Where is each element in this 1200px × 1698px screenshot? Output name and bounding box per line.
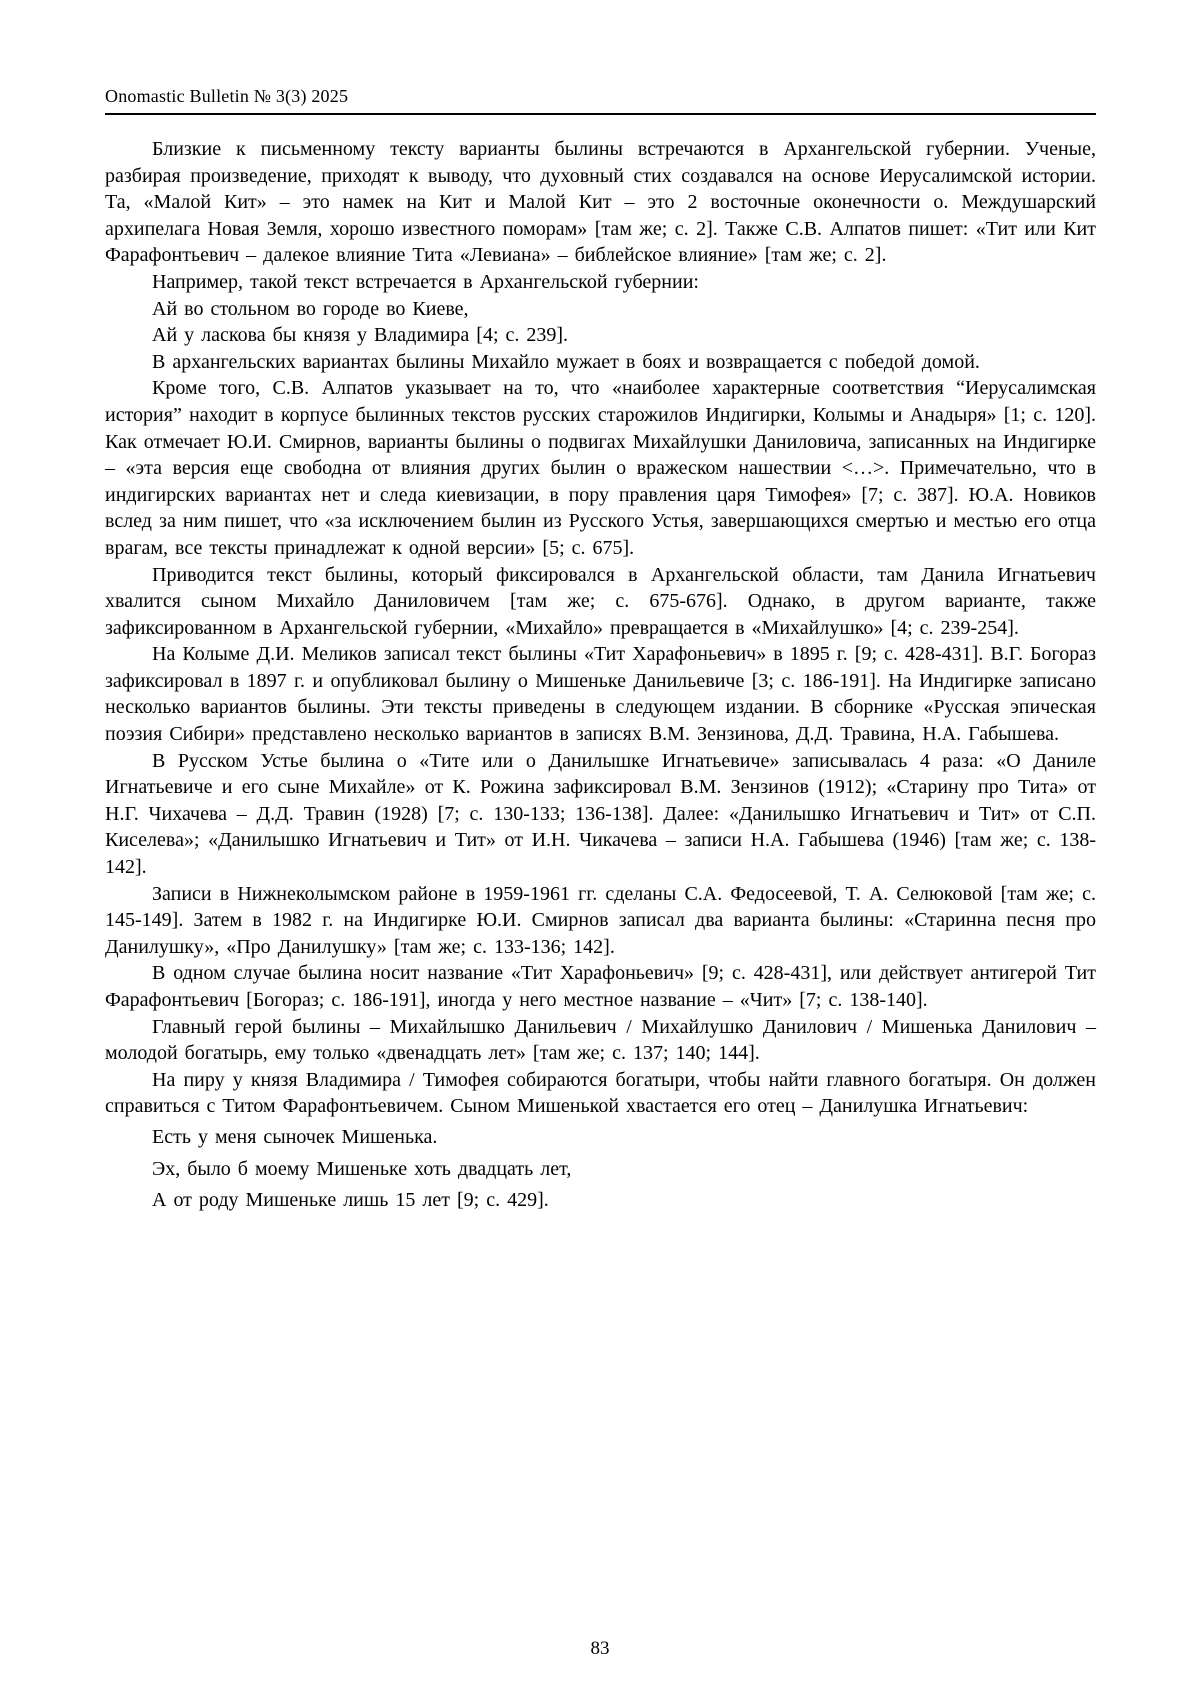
paragraph: На пиру у князя Владимира / Тимофея собираются богатыри, чтобы найти главного богатыря. Он должен справиться с Титом Фарафонтьевичем. Сыном Мишенькой хвастается его отец – Данилушка Игнатьевич: [105, 1068, 1096, 1118]
verse-line: А от роду Мишеньке лишь 15 лет [9; с. 429]. [152, 1188, 549, 1211]
verse-line: Есть у меня сыночек Мишенька. [152, 1126, 438, 1149]
verse-line: Ай у ласкова бы князя у Владимира [4; с. 239]. [152, 324, 569, 347]
verse-line: Ай во стольном во городе во Киеве, [152, 297, 469, 320]
article-body [105, 136, 1096, 1213]
paragraph: Приводится текст былины, который фиксировался в Архангельской области, там Данила Игнатьевич хвалится сыном Михайло Даниловичем [там же; с. 675-676]. Однако, в другом варианте, также зафиксированном в Архангельской губернии, «Михайло» превращается в «Михайлушко» [4; с. 239-254]. [105, 563, 1096, 639]
paragraph: Кроме того, С.В. Алпатов указывает на то, что «наиболее характерные соответствия “Иерусалимская история” находит в корпусе былинных текстов русских старожилов Индигирки, Колымы и Анадыря» [1; с. 120]. Как отмечает Ю.И. Смирнов, варианты былины о подвигах Михайлушки Даниловича, записанных на Индигирке – «эта версия еще свободна от влияния других былин о вражеском нашествии <…>. Примечательно, что в индигирских вариантах нет и следа киевизации, в пору правления царя Тимофея» [7; с. 387]. Ю.А. Новиков вслед за ним пишет, что «за исключением былин из Русского Устья, завершающихся смертью и местью его отца врагам, все тексты принадлежат к одной версии» [5; с. 675]. [105, 377, 1096, 559]
paragraph: Например, такой текст встречается в Архангельской губернии: [152, 270, 699, 293]
journal-header [105, 86, 1096, 115]
paragraph: В одном случае былина носит название «Тит Харафоньевич» [9; с. 428-431], или действует антигерой Тит Фарафонтьевич [Богораз; с. 186-191], иногда у него местное название – «Чит» [7; с. 138-140]. [105, 962, 1096, 1011]
paragraph: В Русском Устье былина о «Тите или о Данилышке Игнатьевиче» записывалась 4 раза: «О Даниле Игнатьевиче и его сыне Михайле» от К. Рожина зафиксировал В.М. Зензинов (1912); «Старину про Тита» от Н.Г. Чихачева – Д.Д. Травин (1928) [7; с. 130-133; 136-138]. Далее: «Данилышко Игнатьевич и Тит» от С.П. Киселева»; «Данилышко Игнатьевич и Тит» от И.Н. Чикачева – записи Н.А. Габышева (1946) [там же; с. 138-142]. [105, 749, 1096, 879]
page-content [105, 86, 1096, 1213]
paragraph: Записи в Нижнеколымском районе в 1959-1961 гг. сделаны С.А. Федосеевой, Т. А. Селюковой [там же; с. 145-149]. Затем в 1982 г. на Индигирке Ю.И. Смирнов записал два варианта былины: «Старинна песня про Данилушку», «Про Данилушку» [там же; с. 133-136; 142]. [105, 882, 1096, 958]
paragraph: Близкие к письменному тексту варианты былины встречаются в Архангельской губернии. Ученые, разбирая произведение, приходят к выводу, что духовный стих создавался на основе Иерусалимской истории. Та, «Малой Кит» – это намек на Кит и Малой Кит – это 2 восточные оконечности о. Междушарский архипелага Новая Земля, хорошо известного поморам» [там же; с. 2]. Также С.В. Алпатов пишет: «Тит или Кит Фарафонтьевич – далекое влияние Тита «Левиана» – библейское влияние» [там же; с. 2]. [105, 138, 1096, 267]
page-number: 83 [590, 1638, 610, 1659]
paragraph: Главный герой былины – Михайлышко Данильевич / Михайлушко Данилович / Мишенька Данилович – молодой богатырь, ему только «двенадцать лет» [там же; с. 137; 140; 144]. [105, 1015, 1096, 1065]
paragraph: В архангельских вариантах былины Михайло мужает в боях и возвращается с победой домой. [152, 350, 980, 373]
journal-title: Onomastic Bulletin № 3(3) 2025 [105, 86, 349, 106]
verse-line: Эх, было б моему Мишеньке хоть двадцать лет, [152, 1157, 572, 1180]
paragraph: На Колыме Д.И. Меликов записал текст былины «Тит Харафоньевич» в 1895 г. [9; с. 428-431]. В.Г. Богораз зафиксировал в 1897 г. и опубликовал былину о Мишеньке Данильевиче [3; с. 186-191]. На Индигирке записано несколько вариантов былины. Эти тексты приведены в следующем издании. В сборнике «Русская эпическая поэзия Сибири» представлено несколько вариантов в записях В.М. Зензинова, Д.Д. Травина, Н.А. Габышева. [105, 643, 1096, 746]
